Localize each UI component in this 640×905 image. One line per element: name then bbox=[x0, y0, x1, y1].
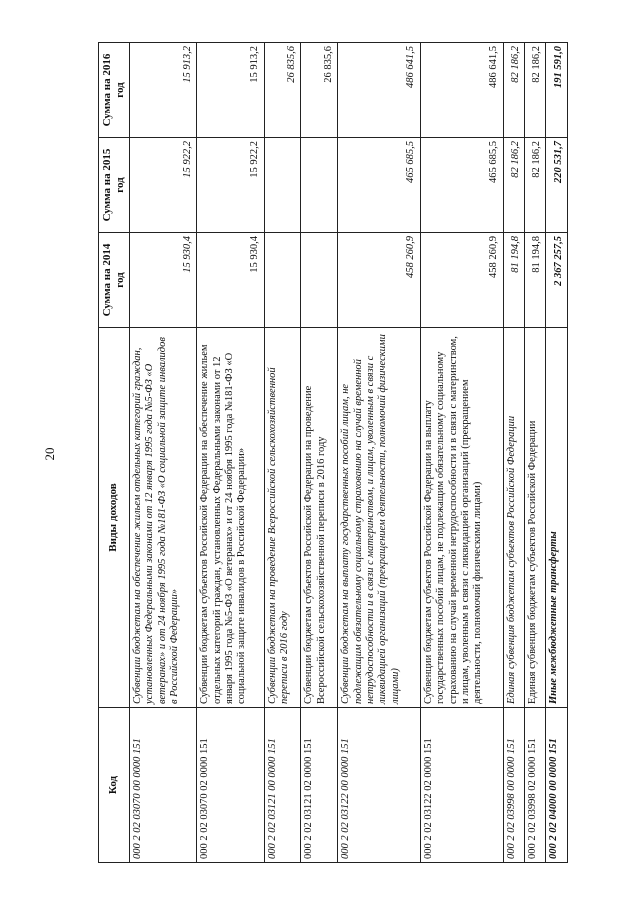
cell-code: 000 2 02 03070 02 0000 151 bbox=[197, 708, 264, 863]
cell-sum-2014: 15 930,4 bbox=[197, 233, 264, 328]
cell-sum-2016: 15 913,2 bbox=[197, 43, 264, 138]
cell-code: 000 2 02 03121 02 0000 151 bbox=[301, 708, 338, 863]
table-row bbox=[546, 43, 568, 863]
cell-code: 000 2 02 03070 00 0000 151 bbox=[129, 708, 196, 863]
cell-sum-2016: 26 835,6 bbox=[301, 43, 338, 138]
cell-sum-2016: 486 641,5 bbox=[338, 43, 421, 138]
cell-code: 000 2 02 03121 00 0000 151 bbox=[264, 708, 301, 863]
header-sum-2015: Сумма на 2015 год bbox=[99, 138, 130, 233]
cell-sum-2014: 2 367 257,5 bbox=[546, 233, 568, 328]
table-container bbox=[98, 43, 568, 863]
cell-sum-2014 bbox=[301, 233, 338, 328]
cell-sum-2015 bbox=[301, 138, 338, 233]
cell-sum-2014 bbox=[264, 233, 301, 328]
table-row bbox=[338, 43, 421, 863]
cell-sum-2014: 458 260,9 bbox=[338, 233, 421, 328]
cell-code: 000 2 02 03998 02 0000 151 bbox=[524, 708, 545, 863]
cell-code: 000 2 02 03122 00 0000 151 bbox=[338, 708, 421, 863]
header-sum-2016: Сумма на 2016 год bbox=[99, 43, 130, 138]
cell-sum-2015 bbox=[264, 138, 301, 233]
cell-sum-2015: 465 685,5 bbox=[338, 138, 421, 233]
revenue-table bbox=[98, 42, 568, 863]
table-row bbox=[503, 43, 524, 863]
table-row bbox=[524, 43, 545, 863]
cell-sum-2016: 15 913,2 bbox=[129, 43, 196, 138]
cell-sum-2014: 458 260,9 bbox=[420, 233, 503, 328]
cell-sum-2016: 82 186,2 bbox=[503, 43, 524, 138]
cell-name: Иные межбюджетные трансферты bbox=[546, 328, 568, 708]
cell-sum-2016: 82 186,2 bbox=[524, 43, 545, 138]
cell-sum-2015: 15 922,2 bbox=[197, 138, 264, 233]
header-code: Код bbox=[99, 708, 130, 863]
cell-code: 000 2 02 04000 00 0000 151 bbox=[546, 708, 568, 863]
header-name: Виды доходов bbox=[99, 328, 130, 708]
cell-code: 000 2 02 03122 02 0000 151 bbox=[420, 708, 503, 863]
table-row bbox=[301, 43, 338, 863]
table-row bbox=[197, 43, 264, 863]
cell-sum-2015: 220 531,7 bbox=[546, 138, 568, 233]
cell-name: Субвенции бюджетам на выплату государственных пособий лицам, не подлежащим обязательному социальному страхованию на случай временной нетрудоспособности и в связи с материнством, и лицам, уволенным в связи с ликвидацией организаций (прекращением деятельности, полномочий физическими лицами) bbox=[338, 328, 421, 708]
table-row bbox=[129, 43, 196, 863]
header-sum-2014: Сумма на 2014 год bbox=[99, 233, 130, 328]
table-header-row bbox=[99, 43, 130, 863]
cell-sum-2014: 15 930,4 bbox=[129, 233, 196, 328]
cell-sum-2015: 82 186,2 bbox=[524, 138, 545, 233]
table-row bbox=[264, 43, 301, 863]
cell-sum-2014: 81 194,8 bbox=[524, 233, 545, 328]
cell-name: Единая субвенция бюджетам субъектов Российской Федерации bbox=[503, 328, 524, 708]
cell-sum-2016: 191 591,0 bbox=[546, 43, 568, 138]
cell-name: Единая субвенция бюджетам субъектов Российской Федерации bbox=[524, 328, 545, 708]
cell-sum-2014: 81 194,8 bbox=[503, 233, 524, 328]
cell-name: Субвенции бюджетам на обеспечение жильем отдельных категорий граждан, установленных Федеральными законами от 12 января 1995 года №5-ФЗ «О ветеранах» и от 24 ноября 1995 года №181-ФЗ «О социальной защите инвалидов в Российской Федерации» bbox=[129, 328, 196, 708]
table-body bbox=[129, 43, 567, 863]
cell-name: Субвенции бюджетам субъектов Российской Федерации на обеспечение жильем отдельных категорий граждан, установленных Федеральными законами от 12 января 1995 года №5-ФЗ «О ветеранах» и от 24 ноября 1995 года №181-ФЗ «О социальной защите инвалидов в Российской Федерации» bbox=[197, 328, 264, 708]
cell-name: Субвенции бюджетам субъектов Российской Федерации на проведение Всероссийской сельскохозяйственной переписи в 2016 году bbox=[301, 328, 338, 708]
page-number: 20 bbox=[42, 447, 57, 461]
cell-sum-2015: 465 685,5 bbox=[420, 138, 503, 233]
cell-sum-2015: 82 186,2 bbox=[503, 138, 524, 233]
cell-code: 000 2 02 03998 00 0000 151 bbox=[503, 708, 524, 863]
cell-sum-2016: 26 835,6 bbox=[264, 43, 301, 138]
cell-name: Субвенции бюджетам субъектов Российской Федерации на выплату государственных пособий лицам, не подлежащим обязательному социальному страхованию на случай временной нетрудоспособности и в связи с материнством, и лицам, уволенным в связи с ликвидацией организаций (прекращением деятельности, полномочий физическими лицами) bbox=[420, 328, 503, 708]
rotated-table-frame bbox=[98, 43, 568, 863]
cell-name: Субвенции бюджетам на проведение Всероссийской сельскохозяйственной переписи в 2016 году bbox=[264, 328, 301, 708]
cell-sum-2015: 15 922,2 bbox=[129, 138, 196, 233]
table-row bbox=[420, 43, 503, 863]
cell-sum-2016: 486 641,5 bbox=[420, 43, 503, 138]
